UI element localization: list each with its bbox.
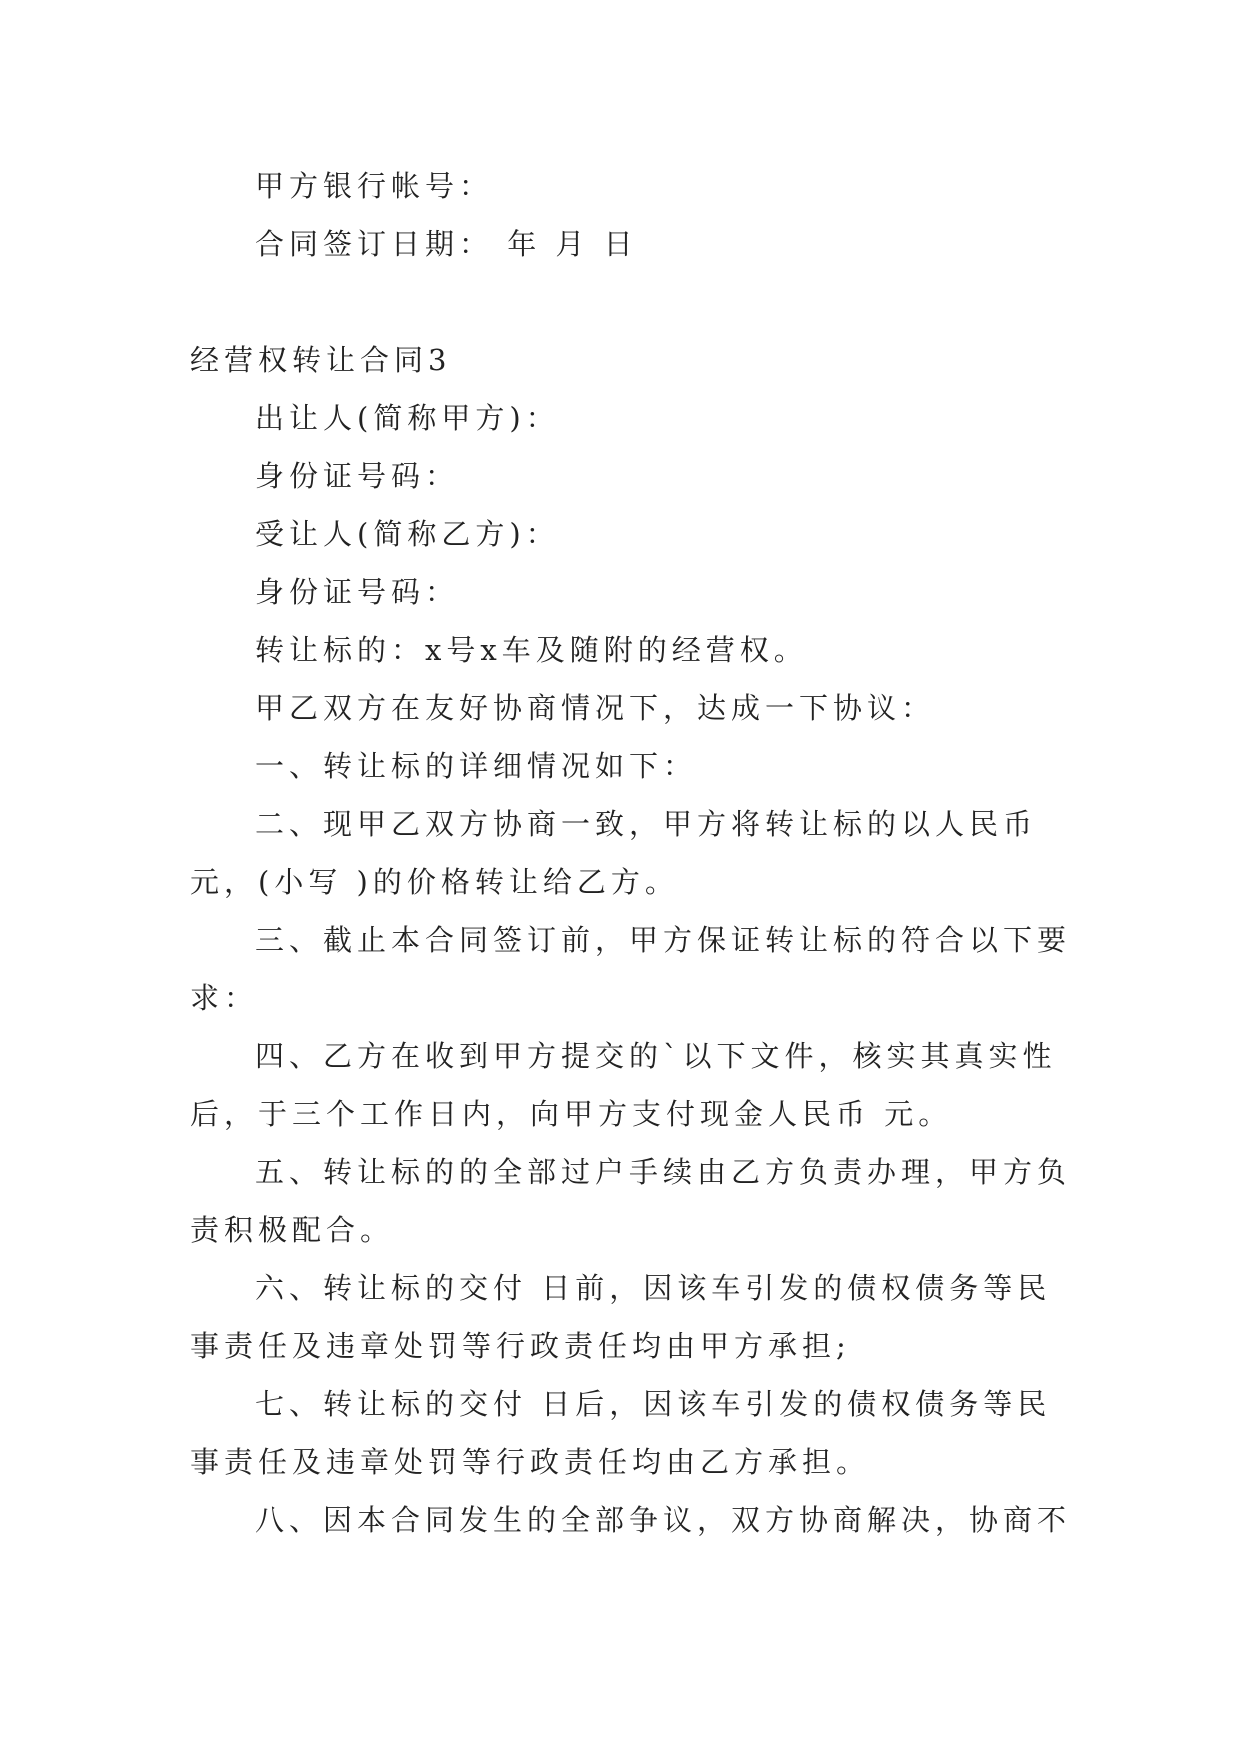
contract-line: 转让标的：x号x车及随附的经营权。 xyxy=(255,633,808,667)
contract-line: 二、现甲乙双方协商一致，甲方将转让标的以人民币 xyxy=(255,807,1038,841)
contract-line: 七、转让标的交付 日后，因该车引发的债权债务等民 xyxy=(255,1387,1052,1421)
contract-line: 身份证号码： xyxy=(255,459,460,493)
contract-line: 五、转让标的的全部过户手续由乙方负责办理，甲方负 xyxy=(255,1155,1072,1189)
contract-line: 身份证号码： xyxy=(255,575,460,609)
contract-line: 一、转让标的详细情况如下： xyxy=(255,749,698,783)
contract-line: 责积极配合。 xyxy=(190,1213,395,1247)
sign-date-line: 合同签订日期： 年 月 日 xyxy=(255,227,638,261)
contract-line: 六、转让标的交付 日前，因该车引发的债权债务等民 xyxy=(255,1271,1052,1305)
contract-line: 甲乙双方在友好协商情况下，达成一下协议： xyxy=(255,691,936,725)
contract-line: 三、截止本合同签订前，甲方保证转让标的符合以下要 xyxy=(255,923,1072,957)
contract-line: 求： xyxy=(190,981,259,1015)
contract-title: 经营权转让合同3 xyxy=(190,343,452,377)
contract-line: 八、因本合同发生的全部争议，双方协商解决，协商不 xyxy=(255,1503,1072,1537)
contract-line: 事责任及违章处罚等行政责任均由乙方承担。 xyxy=(190,1445,871,1479)
contract-line: 四、乙方在收到甲方提交的`以下文件，核实其真实性 xyxy=(255,1039,1057,1073)
contract-line: 受让人(简称乙方)： xyxy=(255,517,560,551)
contract-line: 出让人(简称甲方)： xyxy=(255,401,560,435)
contract-line: 事责任及违章处罚等行政责任均由甲方承担; xyxy=(190,1329,851,1363)
contract-line: 元，(小写 )的价格转让给乙方。 xyxy=(190,865,679,899)
contract-line: 后，于三个工作日内，向甲方支付现金人民币 元。 xyxy=(190,1097,953,1131)
bank-account-line: 甲方银行帐号： xyxy=(255,169,494,203)
